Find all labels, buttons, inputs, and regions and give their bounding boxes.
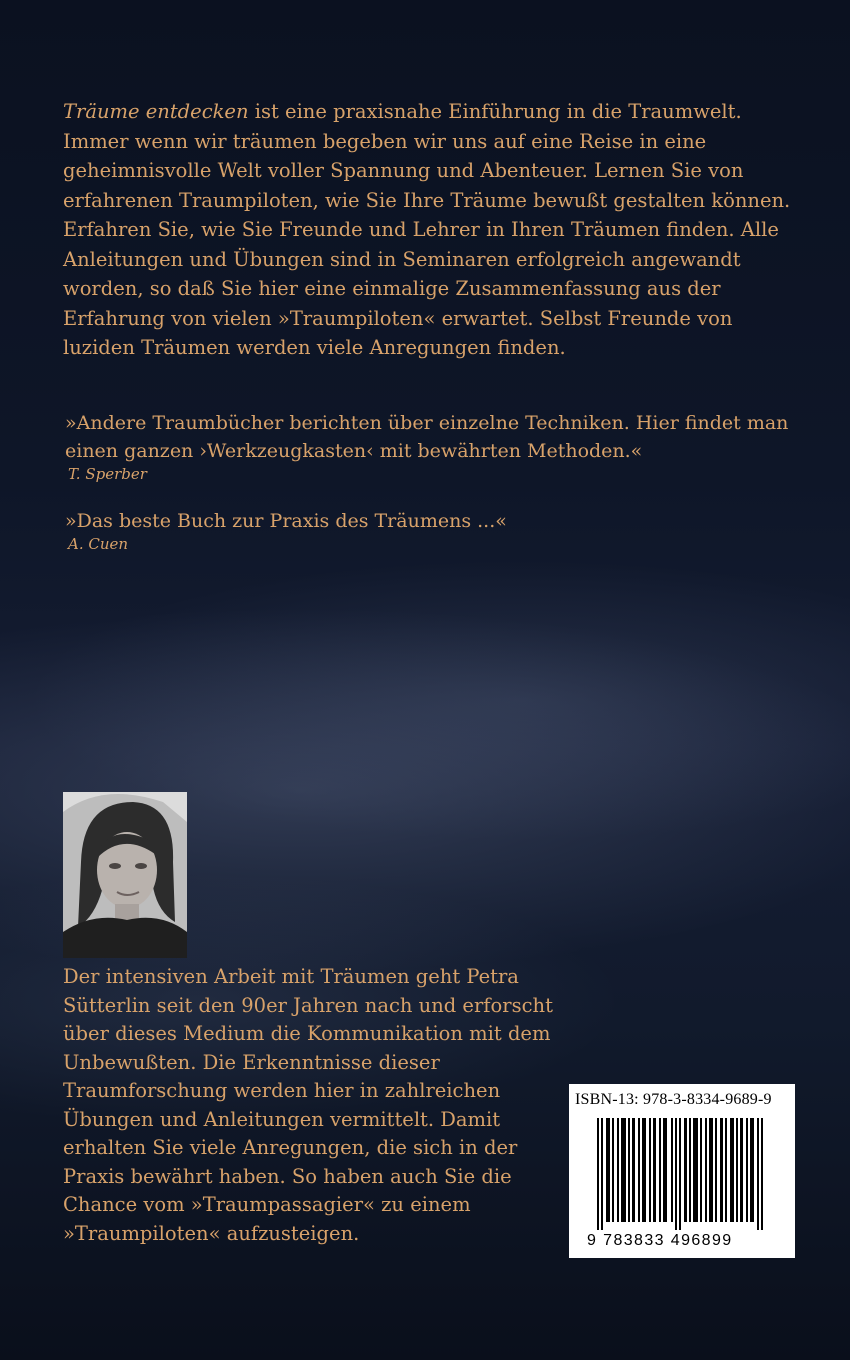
review-quote-1 <box>65 409 805 483</box>
isbn-barcode <box>569 1084 795 1258</box>
author-bio: Der intensiven Arbeit mit Träumen geht Petra Sütterlin seit den 90er Jahren nach und erforscht über dieses Medium die Kommunikation mit dem Unbewußten. Die Erkenntnisse dieser Traumforschung werden hier in zahlreichen Übungen und Anleitungen vermittelt. Damit erhalten Sie viele Anregungen, die sich in der Praxis bewährt haben. So haben auch Sie die Chance vom »Traumpassagier« zu einem »Traumpiloten« aufzusteigen. <box>63 965 553 1245</box>
ean-digits: 9 783833 496899 <box>587 1232 733 1249</box>
quote-author: T. Sperber <box>68 465 147 483</box>
quote-text: »Das beste Buch zur Praxis des Träumens ...« <box>65 510 507 532</box>
quote-text: »Andere Traumbücher berichten über einzelne Techniken. Hier findet man einen ganzen ›Werkzeugkasten‹ mit bewährten Methoden.« <box>65 412 789 462</box>
author-photo <box>63 792 187 958</box>
quote-author: A. Cuen <box>68 535 129 553</box>
blurb-text: ist eine praxisnahe Einführung in die Traumwelt. Immer wenn wir träumen begeben wir uns auf eine Reise in eine geheimnisvolle Welt voller Spannung und Abenteuer. Lernen Sie von erfahrenen Traumpiloten, wie Sie Ihre Träume bewußt gestalten können. Erfahren Sie, wie Sie Freunde und Lehrer in Ihren Träumen finden. Alle Anleitungen und Übungen sind in Seminaren erfolgreich angewandt worden, so daß Sie hier eine einmalige Zusammenfassung aus der Erfahrung von vielen »Traumpiloten« erwartet. Selbst Freunde von luziden Träumen werden viele Anregungen finden. <box>63 100 791 359</box>
back-cover-blurb <box>63 97 803 363</box>
book-title-inline: Träume entdecken <box>63 100 249 123</box>
review-quote-2 <box>65 507 805 553</box>
isbn-label: ISBN-13: 978-3-8334-9689-9 <box>575 1091 772 1108</box>
barcode-bars <box>597 1118 767 1230</box>
